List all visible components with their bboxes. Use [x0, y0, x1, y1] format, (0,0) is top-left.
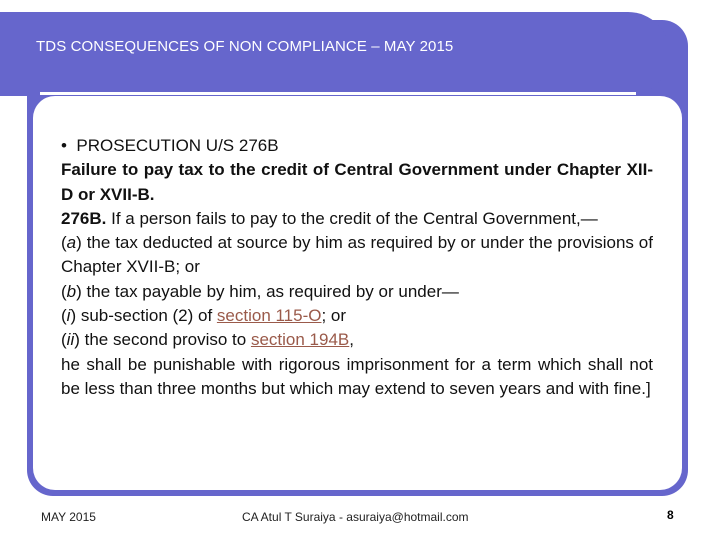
footer-author: CA Atul T Suraiya - asuraiya@hotmail.com: [242, 510, 469, 524]
clause-i-text: sub-section (2) of: [76, 306, 217, 326]
section-heading: Failure to pay tax to the credit of Central Government under Chapter XII-D or XVII-B.: [61, 160, 653, 204]
section-115-o-link[interactable]: section 115-O: [216, 306, 322, 326]
slide-content: [61, 134, 653, 401]
bullet-line: [61, 134, 653, 158]
clause-ii-end: ,: [349, 330, 354, 350]
clause-b: (b) the tax payable by him, as required by or under—: [61, 281, 459, 301]
section-number: 276B.: [61, 208, 107, 228]
conclusion: he shall be punishable with rigorous imprisonment for a term which shall not be less than three months but which may extend to seven years and with fine.]: [61, 354, 653, 398]
clause-i-end: ; or: [321, 306, 347, 326]
clause-a-label: a: [66, 233, 77, 253]
clause-ii-label: ii: [66, 330, 75, 350]
clause-i: (i) sub-section (2) of section 115-O; or: [61, 306, 347, 326]
clause-ii-text: the second proviso to: [79, 330, 251, 350]
section-intro-text: If a person fails to pay to the credit of the Central Government,—: [106, 208, 598, 228]
clause-b-label: b: [66, 281, 77, 301]
section-194b-link[interactable]: section 194B: [250, 330, 350, 350]
clause-ii: (ii) the second proviso to section 194B,: [61, 330, 354, 350]
bullet-mark: •: [61, 136, 67, 155]
clause-a: (a) the tax deducted at source by him as required by or under the provisions of Chapter XVII-B; or: [61, 233, 653, 277]
title-underline: [40, 92, 636, 95]
clause-b-text: the tax payable by him, as required by or under—: [81, 281, 459, 301]
page-number: 8: [667, 508, 674, 522]
bullet-text: PROSECUTION U/S 276B: [76, 136, 279, 155]
clause-i-label: i: [66, 306, 71, 326]
section-intro: [61, 207, 653, 231]
footer-date: MAY 2015: [41, 510, 96, 524]
clause-a-text: the tax deducted at source by him as required by or under the provisions of Chapter XVII-B; or: [61, 233, 653, 277]
slide-title: TDS CONSEQUENCES OF NON COMPLIANCE – MAY 2015: [36, 38, 454, 55]
